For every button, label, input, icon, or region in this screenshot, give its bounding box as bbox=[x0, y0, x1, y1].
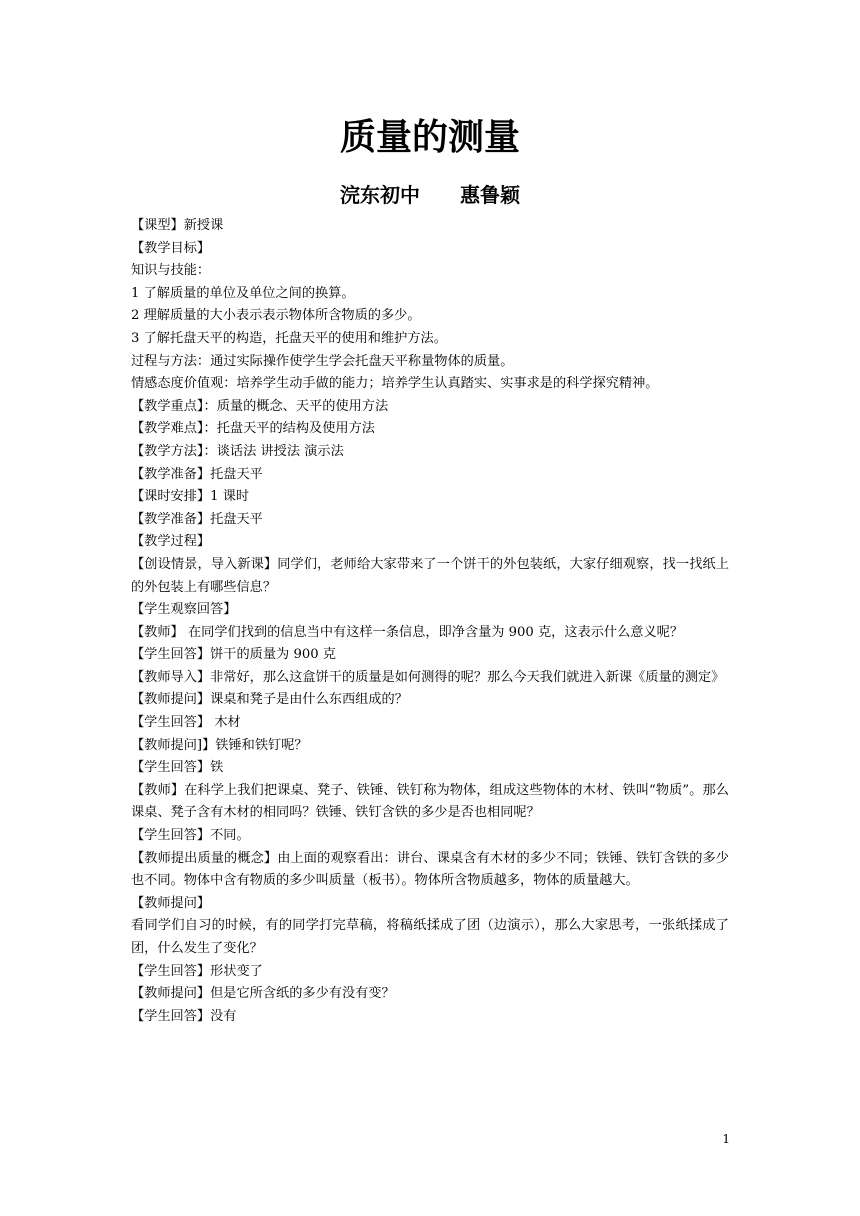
paragraph: 【教师提问]】铁锤和铁钉呢？ bbox=[131, 737, 308, 753]
author-name: 惠鲁颖 bbox=[460, 183, 520, 207]
paragraph: 【学生回答】饼干的质量为 900 克 bbox=[131, 647, 336, 663]
page-number: 1 bbox=[722, 1132, 730, 1146]
text-line: 【教学方法】：谈话法 讲授法 演示法 bbox=[131, 443, 344, 459]
text-line: 过程与方法：通过实际操作使学生学会托盘天平称量物体的质量。 bbox=[131, 353, 514, 369]
text-line: 【教学目标】 bbox=[131, 240, 211, 256]
paragraph: 【创设情景，导入新课】同学们，老师给大家带来了一个饼干的外包装纸，大家仔细观察，找一找纸上的外包装上有哪些信息？ bbox=[131, 556, 729, 595]
paragraph: 【学生回答】 木材 bbox=[131, 715, 241, 731]
author-line bbox=[0, 180, 860, 210]
paragraph: 【学生回答】没有 bbox=[131, 1008, 237, 1024]
document-body bbox=[131, 215, 729, 1028]
paragraph: 【学生回答】不同。 bbox=[131, 828, 250, 844]
text-line: 知识与技能： bbox=[131, 263, 211, 279]
text-line: 1 了解质量的单位及单位之间的换算。 bbox=[131, 285, 355, 301]
text-line: 【课型】新授课 bbox=[131, 218, 224, 233]
paragraph: 【教师】 在同学们找到的信息当中有这样一条信息，即净含量为 900 克，这表示什么意义呢？ bbox=[131, 624, 684, 640]
text-line: 【教学过程】 bbox=[131, 534, 211, 550]
paragraph: 【教师导入】非常好，那么这盒饼干的质量是如何测得的呢？那么今天我们就进入新课《质量的测定》 bbox=[131, 669, 725, 685]
paragraph: 看同学们自习的时候，有的同学打完草稿，将稿纸揉成了团（边演示），那么大家思考，一张纸揉成了团，什么发生了变化？ bbox=[131, 918, 729, 956]
document-title: 质量的测量 bbox=[339, 117, 520, 158]
text-line: 【教学重点】：质量的概念、天平的使用方法 bbox=[131, 398, 389, 414]
paragraph: 【教师提问】 bbox=[131, 895, 211, 911]
text-line: 3 了解托盘天平的构造，托盘天平的使用和维护方法。 bbox=[131, 330, 447, 346]
paragraph: 【教师提问】课桌和凳子是由什么东西组成的？ bbox=[131, 692, 408, 708]
text-line: 情感态度价值观：培养学生动手做的能力；培养学生认真踏实、实事求是的科学探究精神。 bbox=[131, 376, 659, 392]
text-line: 2 理解质量的大小表示表示物体所含物质的多少。 bbox=[131, 308, 421, 324]
paragraph: 【教师提出质量的概念】由上面的观察看出：讲台、课桌含有木材的多少不同；铁锤、铁钉含铁的多少也不同。物体中含有物质的多少叫质量（板书）。物体所含物质越多，物体的质量越大。 bbox=[131, 850, 729, 889]
school-name: 浣东初中 bbox=[340, 183, 420, 207]
paragraph: 【学生观察回答】 bbox=[131, 602, 237, 618]
paragraph: 【教师】在科学上我们把课桌、凳子、铁锤、铁钉称为物体，组成这些物体的木材、铁叫“物质”。那么课桌、凳子含有木材的相同吗？铁锤、铁钉含铁的多少是否也相同呢？ bbox=[131, 782, 729, 821]
paragraph: 【学生回答】铁 bbox=[131, 760, 224, 776]
paragraph: 【教师提问】但是它所含纸的多少有没有变？ bbox=[131, 986, 395, 1002]
text-line: 【教学准备】托盘天平 bbox=[131, 511, 263, 527]
text-line: 【课时安排】1 课时 bbox=[131, 489, 250, 505]
paragraph: 【学生回答】形状变了 bbox=[131, 963, 263, 979]
text-line: 【教学难点】：托盘天平的结构及使用方法 bbox=[131, 421, 375, 437]
text-line: 【教学准备】托盘天平 bbox=[131, 466, 263, 482]
